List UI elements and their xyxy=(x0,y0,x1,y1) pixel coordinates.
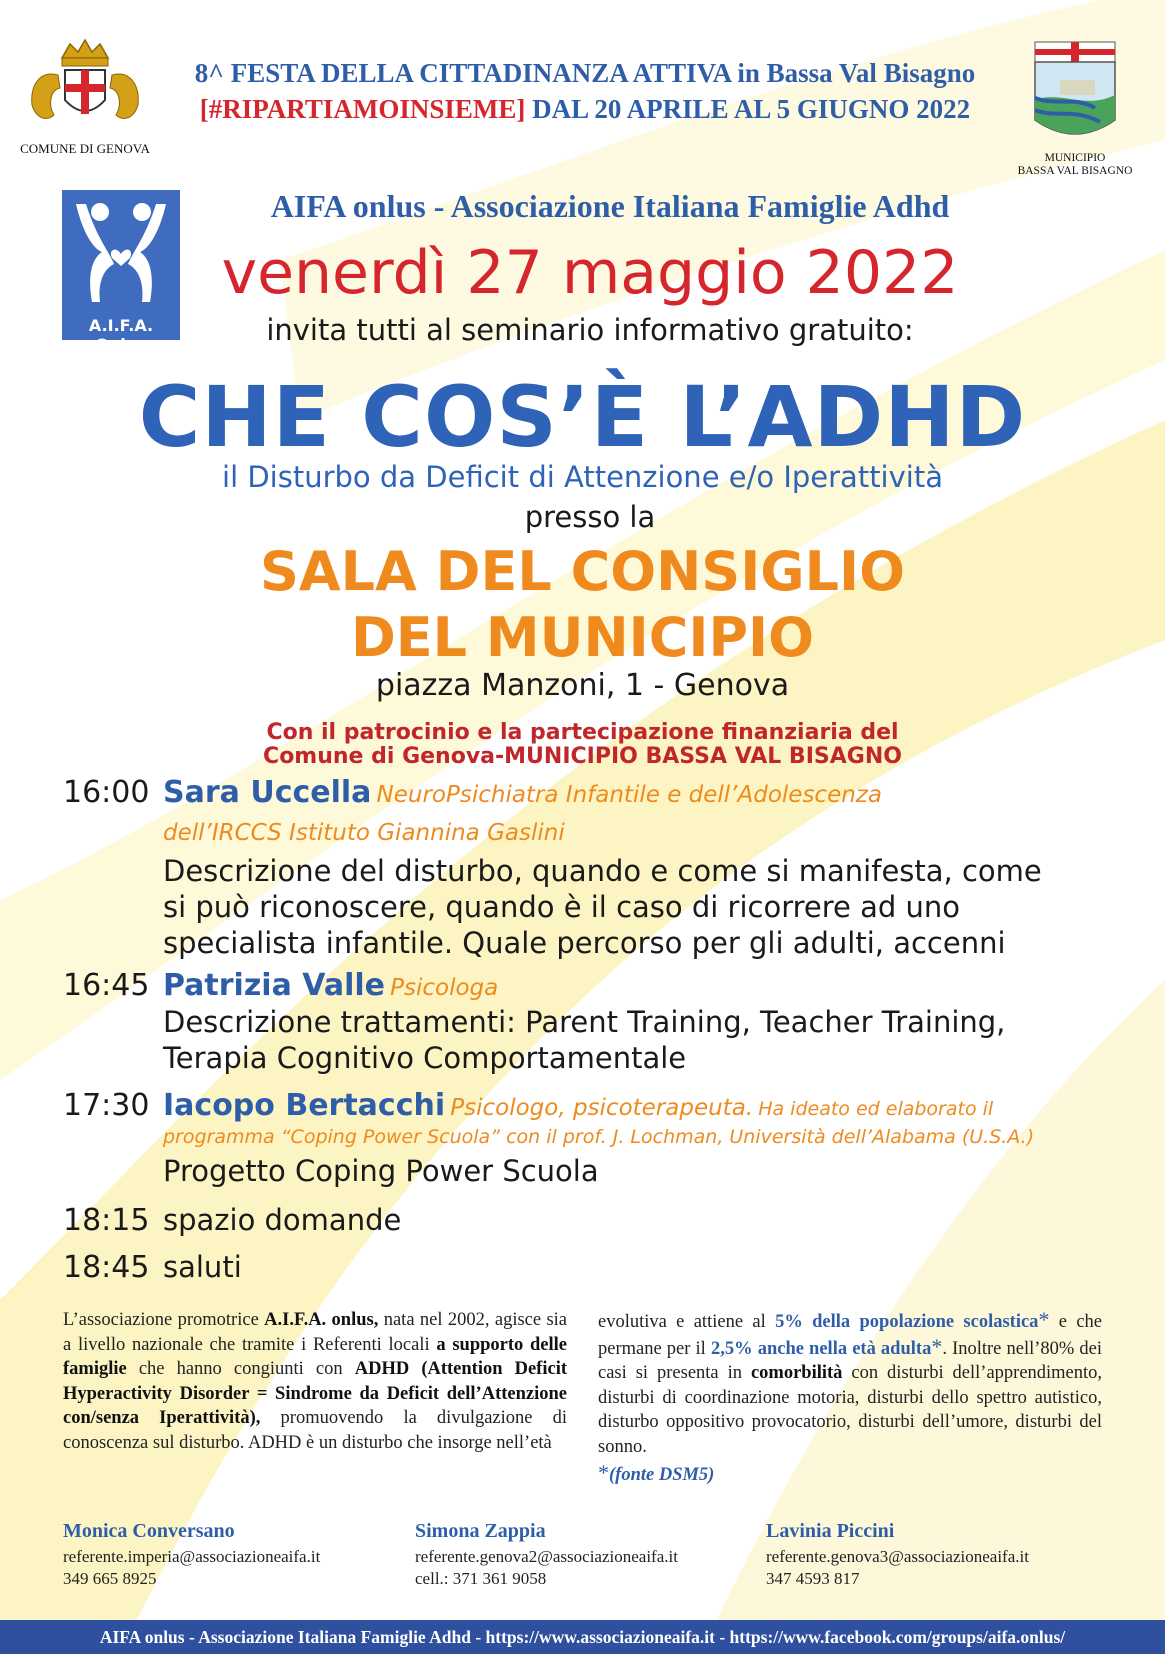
municipio-logo-label: MUNICIPIO BASSA VAL BISAGNO xyxy=(1017,152,1133,177)
festival-title: 8^ FESTA DELLA CITTADINANZA ATTIVA in Bassa Val Bisagno xyxy=(194,58,976,88)
schedule-time: 16:00 xyxy=(63,775,150,810)
talk-description: saluti xyxy=(163,1250,242,1284)
comune-genova-logo xyxy=(10,30,160,155)
footer-bar[interactable]: AIFA onlus - Associazione Italiana Famiglie Adhd - https://www.associazioneaifa.it - https://www.facebook.com/groups/aifa.onlus/ xyxy=(0,1620,1165,1654)
schedule-speaker-row xyxy=(163,1088,993,1123)
about-paragraph-left: L’associazione promotrice A.I.F.A. onlus, nata nel 2002, agisce sia a livello nazionale che tramite i Referenti locali a supporto delle famiglie che hanno congiunti con ADHD (Attention Deficit Hyperactivity Disorder = Sindrome da Deficit dell’Attenzione con/senza Iperattività), promuovendo la divulgazione di conoscenza sul disturbo. ADHD è un disturbo che insorge nell’età xyxy=(63,1310,568,1453)
venue-address: piazza Manzoni, 1 - Genova xyxy=(375,668,790,703)
festival-dates: [#RIPARTIAMOINSIEME] DAL 20 APRILE AL 5 GIUGNO 2022 xyxy=(199,94,971,124)
schedule-speaker-row xyxy=(163,775,882,810)
schedule-time: 18:45 xyxy=(63,1250,150,1285)
contact-name: Simona Zappia xyxy=(415,1520,546,1542)
speaker-name: Sara Uccella xyxy=(163,775,372,810)
contact-email[interactable]: referente.genova2@associazioneaifa.it xyxy=(415,1547,678,1566)
seminar-title: CHE COS’È L’ADHD xyxy=(138,368,1027,466)
schedule-time: 16:45 xyxy=(63,968,150,1003)
seminar-subtitle: il Disturbo da Deficit di Attenzione e/o Iperattività xyxy=(222,460,943,494)
speaker-role-note-2: programma “Coping Power Scuola” con il prof. J. Lochman, Università dell’Alabama (U.S.A.) xyxy=(163,1126,1035,1148)
about-paragraph-right: evolutiva e attiene al 5% della popolazione scolastica* e che permane per il 2,5% anche nella età adulta*. Inoltre nell’80% dei casi si presenta in comorbilità con disturbi dell’apprendimento, disturbi di coordinazione motoria, disturbi dello spettro autistico, disturbo oppositivo provocatorio, disturbi dell’umore, disturbi del sonno. *(fonte DSM5) xyxy=(598,1308,1102,1488)
contact-phone: 347 4593 817 xyxy=(766,1569,860,1588)
patronage-line-1: Con il patrocinio e la partecipazione finanziaria del xyxy=(266,720,899,745)
contact-card xyxy=(63,1520,320,1589)
hashtag: [#RIPARTIAMOINSIEME] xyxy=(199,94,526,124)
speaker-role: Psicologa xyxy=(390,975,499,1001)
organizer-name: AIFA onlus - Associazione Italiana Famiglie Adhd xyxy=(270,188,950,224)
patronage-line-2: Comune di Genova-MUNICIPIO BASSA VAL BISAGNO xyxy=(263,744,902,769)
contact-card xyxy=(766,1520,1029,1589)
talk-description: Descrizione del disturbo, quando e come si manifesta, come si può riconoscere, quando è il caso di ricorrere ad uno specialista infantile. Quale percorso per gli adulti, accenni xyxy=(163,854,1042,960)
contact-name: Monica Conversano xyxy=(63,1520,235,1542)
speaker-name: Patrizia Valle xyxy=(163,968,386,1003)
talk-description: Progetto Coping Power Scuola xyxy=(163,1154,599,1188)
venue-line-2: DEL MUNICIPIO xyxy=(350,606,815,669)
speaker-role-2: dell’IRCCS Istituto Giannina Gaslini xyxy=(163,820,565,846)
contact-phone: 349 665 8925 xyxy=(63,1569,157,1588)
speaker-name: Iacopo Bertacchi xyxy=(163,1088,446,1123)
source-note: *(fonte DSM5) xyxy=(598,1460,715,1485)
speaker-role: Psicologo, psicoterapeuta. xyxy=(450,1095,754,1121)
talk-description: spazio domande xyxy=(163,1203,402,1237)
contact-name: Lavinia Piccini xyxy=(766,1520,895,1542)
event-date: venerdì 27 maggio 2022 xyxy=(221,238,959,308)
aifa-logo-label: A.I.F.A. Onlus xyxy=(88,316,154,354)
speaker-role: NeuroPsichiatra Infantile e dell’Adolescenza xyxy=(376,782,882,808)
contact-email[interactable]: referente.imperia@associazioneaifa.it xyxy=(63,1547,321,1566)
venue-line-1: SALA DEL CONSIGLIO xyxy=(259,540,906,603)
invite-line: invita tutti al seminario informativo gratuito: xyxy=(266,313,914,347)
schedule-time: 18:15 xyxy=(63,1203,150,1238)
contact-phone: cell.: 371 361 9058 xyxy=(415,1569,547,1588)
contact-card xyxy=(415,1520,678,1589)
presso-line: presso la xyxy=(524,500,656,534)
schedule-speaker-row xyxy=(163,968,498,1003)
speaker-role-note: Ha ideato ed elaborato il xyxy=(758,1098,994,1120)
contact-email[interactable]: referente.genova3@associazioneaifa.it xyxy=(766,1547,1029,1566)
talk-description: Descrizione trattamenti: Parent Training, Teacher Training, Terapia Cognitivo Comportamentale xyxy=(163,1005,1006,1075)
genova-logo-label: COMUNE DI GENOVA xyxy=(20,141,150,156)
schedule-time: 17:30 xyxy=(63,1088,150,1123)
